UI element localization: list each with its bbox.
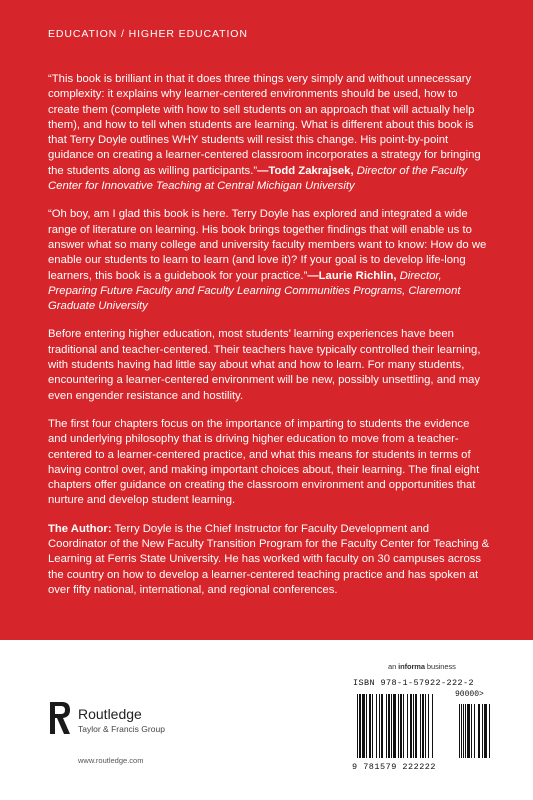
barcode-addon-bar [467,704,470,758]
quote2-text: “Oh boy, am I glad this book is here. Terry Doyle has explored and integrated a wide range of literature on learning. His book brings together findings that will enable us to answer what so many college and university faculty members want to know: How do we enable our students to learn to learn (and love it)? If your goal is to develop life-long learners, this book is a guidebook for your practice.” [48,208,487,282]
barcode-addon-bar [478,704,480,758]
barcode-bar [415,694,417,758]
category-label: EDUCATION / HIGHER EDUCATION [48,28,248,40]
barcode-bar [372,694,373,758]
routledge-logo-icon [48,700,72,736]
barcode-addon-bar [465,704,466,758]
barcode-addon-bar [459,704,460,758]
barcode-bar [388,694,390,758]
informa-business-tag [388,662,456,671]
author-bio [48,522,490,598]
barcode-bar [362,694,365,758]
barcode-bar [407,694,408,758]
blurb-text [48,72,490,611]
barcode-bar [359,694,361,758]
isbn-barcode [355,690,505,762]
barcode-addon-bar [463,704,464,758]
barcode-addon-bar [474,704,475,758]
publisher-group: Taylor & Francis Group [78,724,165,734]
barcode-bar [398,694,399,758]
barcode-addon-bar [461,704,462,758]
barcode-addon-bar [471,704,472,758]
quote1-text: “This book is brilliant in that it does three things very simply and without unnecessary complexity: it explains why learner-centered environments should be used, how to create them (complete with how to sell students on an approach that will actually help them), and how to tell when students are learning. What is different about this book is that Terry Doyle outlines WHY students will resist this change. His point-by-point guidance on creating a learner-centered classroom incorporates a strategy for bringing the students along as willing participants.” [48,73,481,177]
barcode-bar [376,694,377,758]
quote2-affiliation: Director, Preparing Future Faculty and Faculty Learning Communities Programs, Claremont Graduate University [48,269,461,313]
barcode-bar [381,694,383,758]
quote1-affiliation: Director of the Faculty Center for Innovative Teaching at Central Michigan University [48,164,468,193]
barcode-bar [425,694,426,758]
barcode-bar [428,694,429,758]
barcode-bar [369,694,371,758]
publisher-name: Routledge [78,706,142,722]
barcode-bar [386,694,387,758]
quote-todd-zakrajsek [48,72,490,194]
barcode-addon-bar [489,704,490,758]
barcode-bar [391,694,392,758]
informa-suffix: business [424,662,456,671]
barcode-digits: 9 781579 222222 [352,762,437,772]
barcode-addon-bar [482,704,483,758]
barcode-addon-bar [484,704,487,758]
quote2-author: —Laurie Richlin, [307,269,397,282]
barcode-bar [366,694,367,758]
informa-bold: informa [398,662,425,671]
publisher-url[interactable]: www.routledge.com [78,756,144,765]
barcode-bar [413,694,414,758]
barcode-bar [422,694,424,758]
description-paragraph-2: The first four chapters focus on the importance of imparting to students the evidence and underlying philosophy that is driving higher education to move from a teacher-centered to a learner-centered practice, and what this means for students in terms of having control over, and making important choices about, their learning. The final eight chapters offer guidance on creating the classroom environment and opportunities that nurture and develop student learning. [48,417,480,507]
informa-prefix: an [388,662,399,671]
barcode-bar [379,694,380,758]
barcode-bar [357,694,358,758]
quote1-author: —Todd Zakrajsek, [257,164,354,177]
author-bio-label: The Author: [48,522,112,535]
barcode-bar [400,694,402,758]
description-paragraph-1: Before entering higher education, most students’ learning experiences have been traditional and teacher-centered. Their teachers have typically controlled their learning, with students having had little say about what and how to learn. For many students, encountering a learner-centered environment will be new, possibly unsettling, and may even engender resistance and hostility. [48,328,481,402]
barcode-bar [432,694,433,758]
isbn-label: ISBN 978-1-57922-222-2 [353,678,475,688]
quote-laurie-richlin [48,207,490,314]
barcode-bar [403,694,404,758]
barcode-bar [420,694,421,758]
price-code: 90000> [455,690,484,699]
barcode-bar [393,694,396,758]
author-bio-text: Terry Doyle is the Chief Instructor for Faculty Development and Coordinator of the New Faculty Transition Program for the Faculty Center for Teaching & Learning at Ferris State University. He has worked with faculty on 30 campuses across the country on how to develop a learner-centered teaching practice and has spoken at over fifty national, international, and regional conferences. [48,522,490,596]
barcode-bar [410,694,412,758]
